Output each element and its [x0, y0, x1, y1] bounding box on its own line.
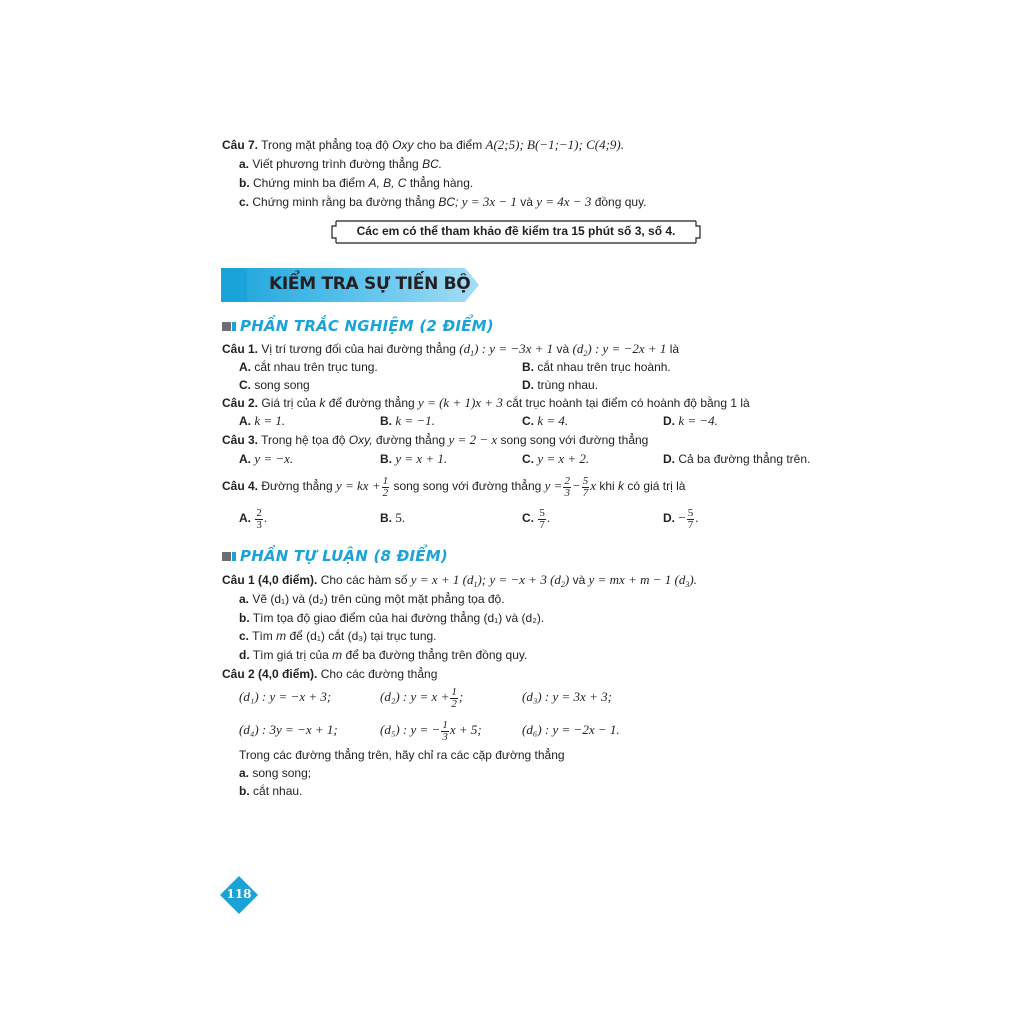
- choice-d: D. k = −4.: [663, 413, 718, 428]
- p1-q4: [222, 472, 685, 500]
- note-text: Các em có thể tham khảo đề kiểm tra 15 phút số 3, số 4.: [356, 224, 676, 238]
- item-text: thẳng hàng.: [409, 176, 474, 190]
- question-text: Trong mặt phẳng toạ độ: [261, 138, 389, 152]
- heading-text: PHẦN TRẮC NGHIỆM (2 ĐIỂM): [240, 317, 494, 335]
- heading-bar-icon: [232, 322, 236, 331]
- equation: y = 3x − 1: [461, 194, 517, 209]
- p2-q1-c: c. Tìm m để (d₁) cắt (d₃) tại trục tung.: [239, 629, 437, 643]
- page-number: 118: [226, 887, 252, 901]
- item-text: Chứng minh ba điểm: [253, 176, 366, 190]
- question-text: Vị trí tương đối của hai đường thẳng: [261, 342, 456, 356]
- function-1: y = x + 1 $(d_1)$;: [410, 572, 487, 589]
- choice-b: B. k = −1.: [380, 413, 435, 428]
- p2-q2-b: b. cắt nhau.: [239, 784, 303, 798]
- choice-d: D. − $\frac{5}{7}$ .: [663, 506, 699, 531]
- choice-d: D. trùng nhau.: [522, 378, 599, 392]
- choice-c: C. song song: [239, 378, 310, 392]
- question-text: song song với đường thẳng: [500, 433, 649, 447]
- heading-text: PHẦN TỰ LUẬN (8 ĐIỂM): [240, 547, 448, 565]
- question-text: đường thẳng: [375, 433, 446, 447]
- math-k: k: [319, 396, 326, 410]
- choice-d: D. Cả ba đường thẳng trên.: [663, 452, 811, 466]
- question-text: Cho các hàm số: [320, 573, 408, 587]
- choice-a: A. y = −x.: [239, 451, 294, 466]
- p2-q2-instruction: Trong các đường thẳng trên, hãy chỉ ra các cặp đường thẳng: [239, 748, 565, 762]
- question-text: cho ba điểm: [416, 138, 483, 152]
- choice-c: C. $\frac{5}{7}$ .: [522, 506, 551, 531]
- math-k: k: [618, 479, 625, 493]
- line-d4: (d₄) : 3y = −x + 1;: [239, 722, 338, 737]
- section-heading-essay: [222, 547, 448, 565]
- item-label: c.: [239, 195, 250, 209]
- item-text: đồng quy.: [594, 195, 647, 209]
- question-text: là: [669, 342, 680, 356]
- question-text: Đường thẳng: [261, 479, 333, 493]
- points-expression: A(2;5); B(−1;−1); C(4;9).: [485, 137, 624, 152]
- item-label: a.: [239, 157, 250, 171]
- line-d2: (d₂) : y = x + $\frac{1}{2}$ ;: [380, 685, 464, 710]
- function-3: y = mx + m − 1 $(d_3)$.: [588, 572, 697, 589]
- line-d3: (d₃) : y = 3x + 3;: [522, 689, 612, 704]
- item-text: Viết phương trình đường thẳng: [252, 157, 419, 171]
- heading-bar-icon: [232, 552, 236, 561]
- line-d1: (d₁) : y = −x + 3;: [239, 689, 332, 704]
- line-d5: (d₅) : y = − $\frac{1}{3}$ x + 5;: [380, 718, 482, 743]
- equation-2: y = $\frac{2}{3}$ − $\frac{5}{7}$ x: [544, 474, 597, 499]
- banner-title: KIỂM TRA SỰ TIẾN BỘ: [269, 274, 471, 294]
- equation-d2: $(d_2)$ : y = −2x + 1: [572, 341, 667, 358]
- question-text: để đường thẳng: [328, 396, 415, 410]
- p2-q1-b: b. Tìm tọa độ giao điểm của hai đường thẳng (d₁) và (d₂).: [239, 611, 545, 625]
- banner: [221, 268, 481, 302]
- question-label: Câu 4.: [222, 479, 259, 493]
- item-text: Chứng minh rằng ba đường thẳng: [252, 195, 436, 209]
- p2-q1-a: a. Vẽ (d₁) và (d₂) trên cùng một mặt phẳng tọa độ.: [239, 592, 505, 606]
- equation-1: y = kx + $\frac{1}{2}$: [335, 474, 389, 499]
- equation: y = 4x − 3: [536, 194, 592, 209]
- question-label: Câu 7.: [222, 138, 259, 152]
- question-text: song song với đường thẳng: [393, 479, 542, 493]
- question-label: Câu 3.: [222, 433, 259, 447]
- question-label: Câu 2.: [222, 396, 259, 410]
- math-bc: BC;: [438, 195, 459, 209]
- item-label: b.: [239, 176, 250, 190]
- math-oxy: Oxy,: [348, 433, 373, 447]
- question-text: khi: [599, 479, 615, 493]
- heading-square-icon: [222, 322, 231, 331]
- p1-q2: [222, 395, 750, 411]
- p2-q2: [222, 666, 437, 682]
- cau7-line: [222, 137, 624, 153]
- question-text: có giá trị là: [627, 479, 686, 493]
- choice-b: B. 5.: [380, 510, 406, 525]
- choice-c: C. y = x + 2.: [522, 451, 590, 466]
- question-text: cắt trục hoành tại điểm có hoành độ bằng 1 là: [506, 396, 750, 410]
- choice-b: B. y = x + 1.: [380, 451, 448, 466]
- p2-q1: [222, 572, 697, 593]
- p2-q2-a: a. song song;: [239, 766, 312, 780]
- equation: y = 2 − x: [448, 432, 498, 447]
- p2-q1-d: d. Tìm giá trị của m để ba đường thẳng trên đồng quy.: [239, 648, 528, 662]
- choice-c: C. k = 4.: [522, 413, 569, 428]
- choice-a: A. cắt nhau trên trục tung.: [239, 360, 378, 374]
- cau7-c: [239, 194, 647, 210]
- cau7-b: [239, 175, 473, 191]
- heading-square-icon: [222, 552, 231, 561]
- question-text: Trong hệ tọa độ: [261, 433, 346, 447]
- math-bc: BC.: [422, 157, 443, 171]
- section-heading-multiple-choice: [222, 317, 494, 335]
- question-text: và: [572, 573, 586, 587]
- choice-b: B. cắt nhau trên trục hoành.: [522, 360, 671, 374]
- question-label: Câu 1 (4,0 điểm).: [222, 573, 318, 587]
- question-label: Câu 2 (4,0 điểm).: [222, 667, 318, 681]
- line-d6: (d₆) : y = −2x − 1.: [522, 722, 620, 737]
- equation-d1: $(d_1)$ : y = −3x + 1: [459, 341, 554, 358]
- p1-q3: [222, 432, 648, 448]
- note-box: [330, 220, 702, 244]
- choice-a: A. k = 1.: [239, 413, 286, 428]
- math-oxy: Oxy: [392, 138, 414, 152]
- question-text: Giá trị của: [261, 396, 317, 410]
- item-text: và: [520, 195, 533, 209]
- question-text: và: [556, 342, 570, 356]
- equation: y = (k + 1)x + 3: [418, 395, 503, 410]
- page-number-badge: [220, 876, 258, 914]
- cau7-a: [239, 156, 442, 172]
- question-label: Câu 1.: [222, 342, 259, 356]
- math-abc: A, B, C: [368, 176, 407, 190]
- question-text: Cho các đường thẳng: [320, 667, 438, 681]
- choice-a: A. $\frac{2}{3}$ .: [239, 506, 268, 531]
- function-2: y = −x + 3 $(d_2)$: [489, 572, 570, 589]
